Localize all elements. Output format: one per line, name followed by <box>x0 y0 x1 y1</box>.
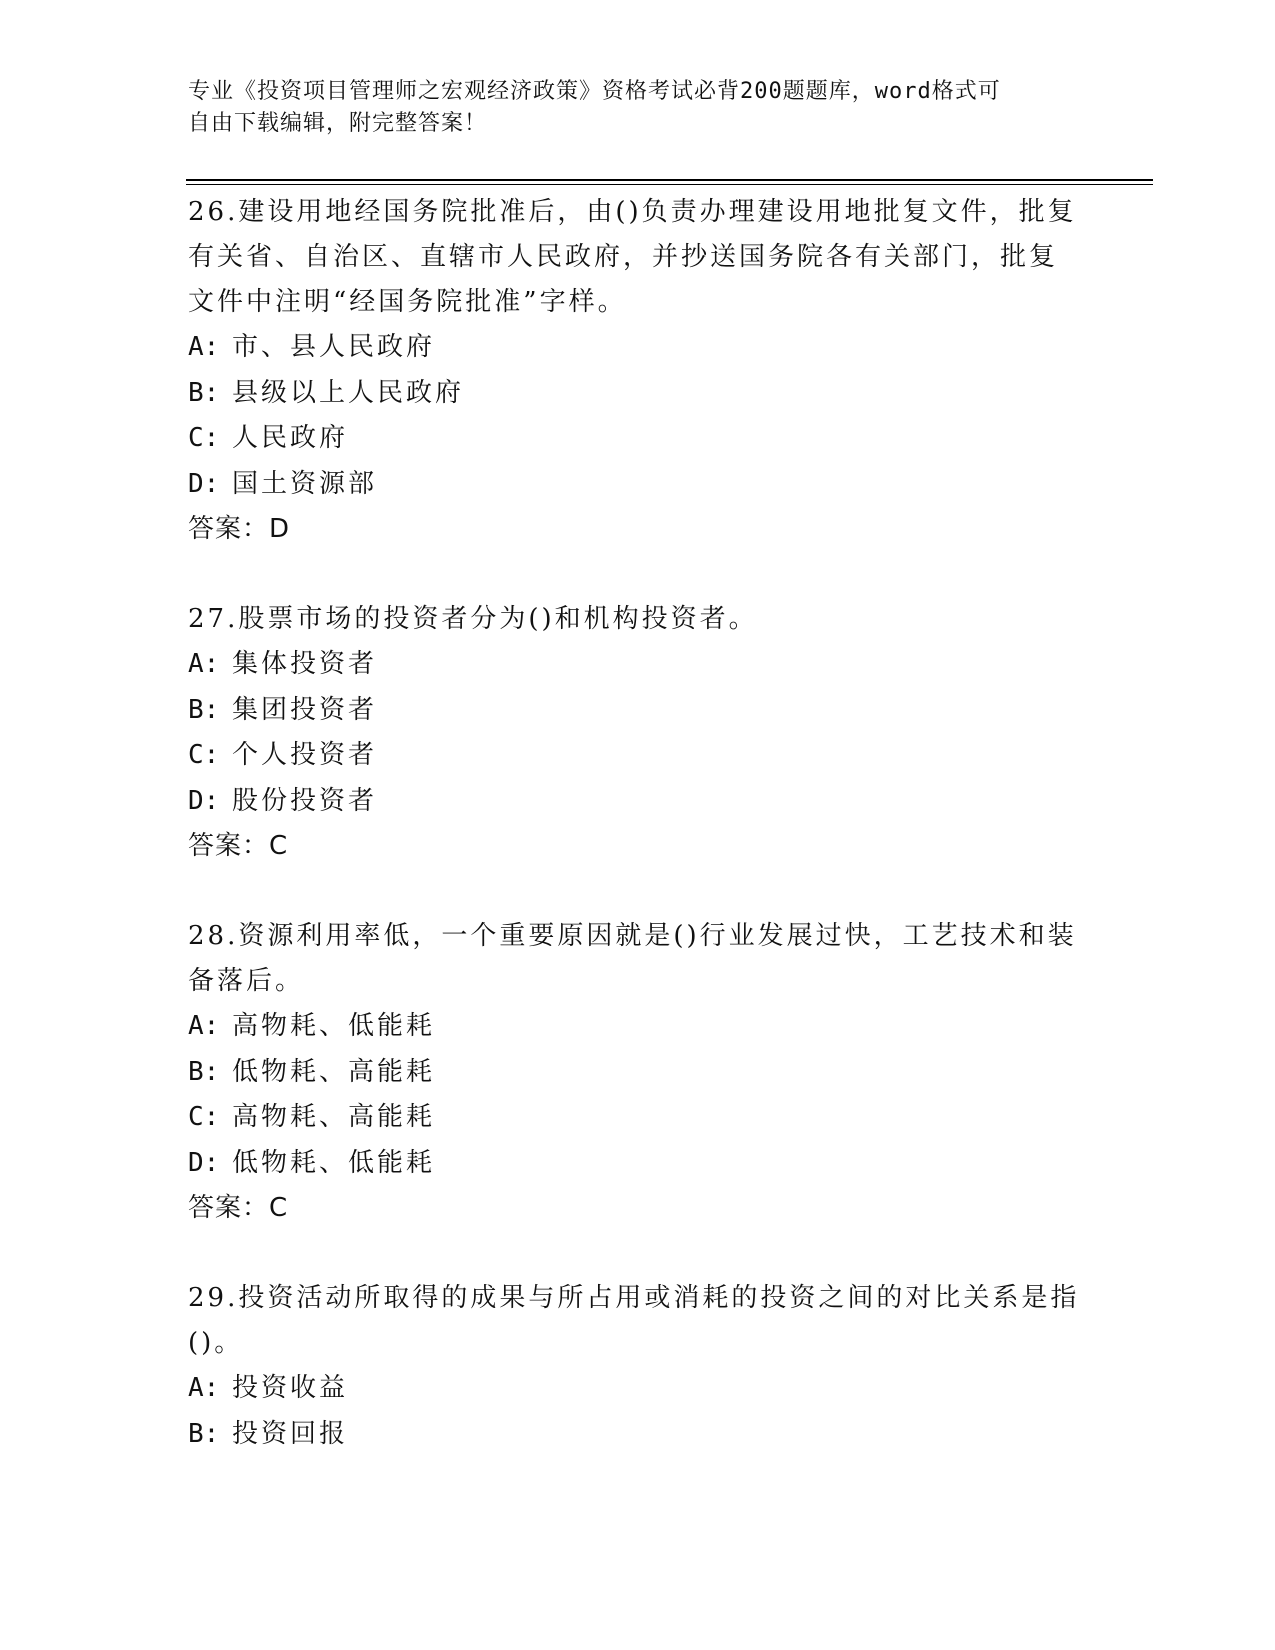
option-a <box>188 325 1088 371</box>
option-key: A: <box>188 649 220 679</box>
question-text-line: 备落后。 <box>188 966 305 996</box>
option-key: B: <box>188 1056 220 1087</box>
option-text: 低物耗、低能耗 <box>232 1147 436 1178</box>
option-c <box>188 733 1088 779</box>
option-key: B: <box>188 1418 220 1449</box>
option-b <box>188 371 1088 417</box>
option-d <box>188 462 1088 508</box>
option-d <box>188 1141 1088 1187</box>
question-27 <box>188 597 1088 869</box>
answer-line: 答案：C <box>188 831 289 861</box>
option-text: 个人投资者 <box>232 740 378 770</box>
question-text-line: 26.建设用地经国务院批准后，由()负责办理建设用地批复文件，批复 <box>188 197 1077 227</box>
option-key: D: <box>188 785 220 816</box>
option-key: C: <box>188 1102 220 1132</box>
option-text: 集体投资者 <box>232 649 378 679</box>
question-spacer <box>188 869 1088 914</box>
header-rule-thick <box>186 179 1153 181</box>
question-text-line: 有关省、自治区、直辖市人民政府，并抄送国务院各有关部门，批复 <box>188 242 1059 272</box>
option-key: A: <box>188 1011 220 1041</box>
option-text: 投资收益 <box>232 1373 349 1403</box>
question-text-line: 29.投资活动所取得的成果与所占用或消耗的投资之间的对比关系是指 <box>188 1283 1080 1313</box>
answer-line: 答案：C <box>188 1193 289 1223</box>
option-key: D: <box>188 468 220 499</box>
question-text-line: ()。 <box>188 1328 244 1358</box>
question-29 <box>188 1276 1088 1457</box>
option-b <box>188 1050 1088 1096</box>
option-text: 国土资源部 <box>232 468 378 499</box>
option-text: 市、县人民政府 <box>232 332 436 362</box>
option-c <box>188 416 1088 462</box>
option-a <box>188 1004 1088 1050</box>
header-line-2: 自由下载编辑，附完整答案！ <box>188 111 488 136</box>
option-b <box>188 1412 1088 1458</box>
option-c <box>188 1095 1088 1141</box>
header-line-1: 专业《投资项目管理师之宏观经济政策》资格考试必背200题题库，word格式可 <box>188 79 1001 104</box>
document-header <box>188 76 1068 140</box>
question-28 <box>188 914 1088 1231</box>
question-text-line: 文件中注明“经国务院批准”字样。 <box>188 287 627 317</box>
question-spacer <box>188 1231 1088 1276</box>
option-a <box>188 642 1088 688</box>
question-26 <box>188 190 1088 552</box>
option-text: 县级以上人民政府 <box>232 377 465 408</box>
option-text: 集团投资者 <box>232 694 378 725</box>
answer-line: 答案：D <box>188 514 291 544</box>
option-text: 高物耗、高能耗 <box>232 1102 436 1132</box>
option-b <box>188 688 1088 734</box>
question-spacer <box>188 552 1088 597</box>
option-a <box>188 1366 1088 1412</box>
question-text-line: 28.资源利用率低，一个重要原因就是()行业发展过快，工艺技术和装 <box>188 921 1077 951</box>
option-d <box>188 779 1088 825</box>
option-text: 人民政府 <box>232 423 349 453</box>
option-key: C: <box>188 740 220 770</box>
option-text: 低物耗、高能耗 <box>232 1056 436 1087</box>
option-text: 高物耗、低能耗 <box>232 1011 436 1041</box>
option-key: B: <box>188 694 220 725</box>
option-key: C: <box>188 423 220 453</box>
question-text-line: 27.股票市场的投资者分为()和机构投资者。 <box>188 604 758 634</box>
option-key: A: <box>188 332 220 362</box>
option-text: 投资回报 <box>232 1418 349 1449</box>
header-rule-thin <box>186 184 1153 185</box>
option-key: A: <box>188 1373 220 1403</box>
option-key: D: <box>188 1147 220 1178</box>
option-key: B: <box>188 377 220 408</box>
option-text: 股份投资者 <box>232 785 378 816</box>
question-list <box>188 190 1088 1457</box>
